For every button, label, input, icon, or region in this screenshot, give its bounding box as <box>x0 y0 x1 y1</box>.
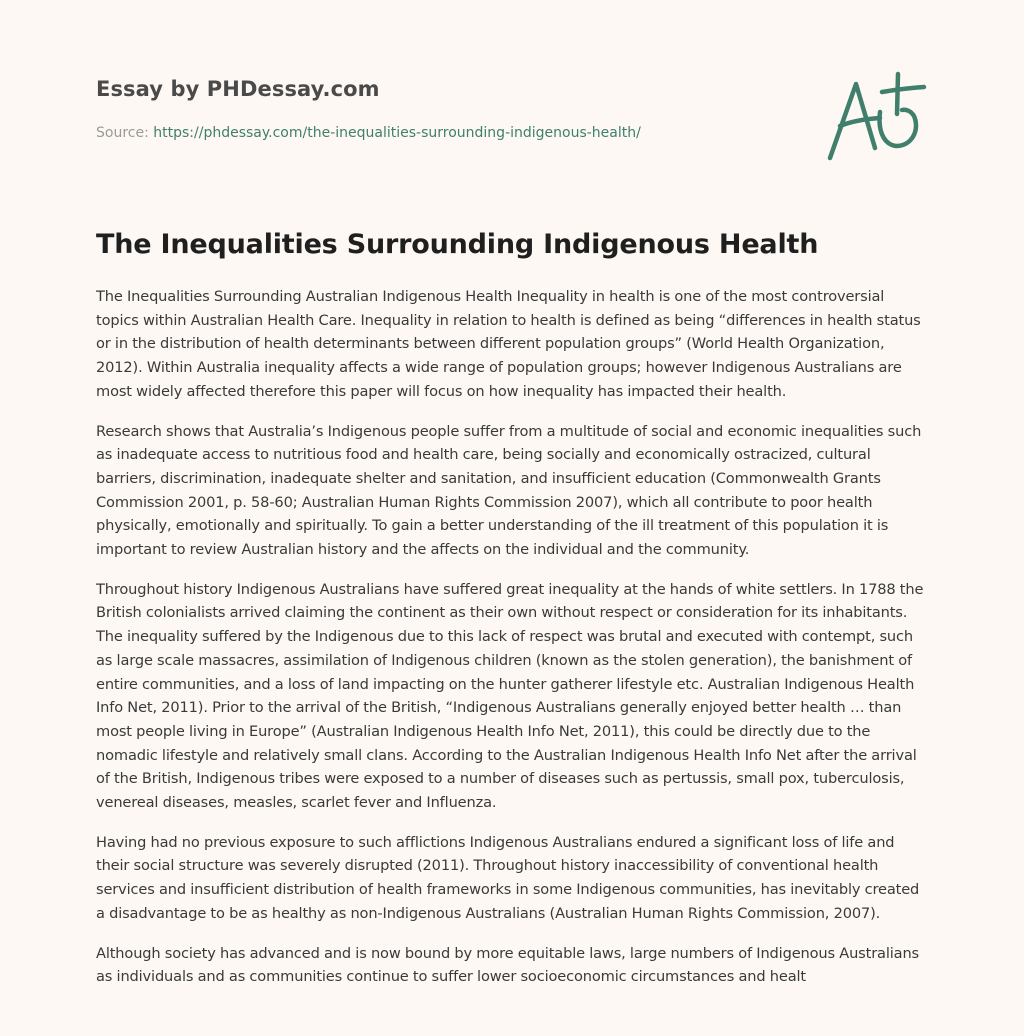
essay-paragraph: Although society has advanced and is now bound by more equitable laws, large numbers of Indigenous Australians as individuals and as communities continue to suffer lower socioeconomic circumstances and healt <box>96 944 919 986</box>
site-brand: Essay by PHDessay.com <box>96 77 380 101</box>
essay-title: The Inequalities Surrounding Indigenous Health <box>96 229 819 260</box>
essay-paragraph: Throughout history Indigenous Australians have suffered great inequality at the hands of white settlers. In 1788 the British colonialists arrived claiming the continent as their own without respect or consideration for its inhabitants. The inequality suffered by the Indigenous due to this lack of respect was brutal and executed with contempt, such as large scale massacres, assimilation of Indigenous children (known as the stolen generation), the banishment of entire communities, and a loss of land impacting on the hunter gatherer lifestyle etc. Australian Indigenous Health Info Net, 2011). Prior to the arrival of the British, “Indigenous Australians generally enjoyed better health … than most people living in Europe” (Australian Indigenous Health Info Net, 2011), this could be directly due to the nomadic lifestyle and relatively small clans. According to the Australian Indigenous Health Info Net after the arrival of the British, Indigenous tribes were exposed to a number of diseases such as pertussis, small pox, tuberculosis, venereal diseases, measles, scarlet fever and Influenza. <box>96 580 924 812</box>
source-link[interactable]: https://phdessay.com/the-inequalities-surrounding-indigenous-health/ <box>153 125 641 141</box>
source-line <box>96 123 776 143</box>
essay-paragraph: The Inequalities Surrounding Australian Indigenous Health Inequality in health is one of the most controversial topics within Australian Health Care. Inequality in relation to health is defined as being “differences in health status or in the distribution of health determinants between different population groups” (World Health Organization, 2012). Within Australia inequality affects a wide range of population groups; however Indigenous Australians are most widely affected therefore this paper will focus on how inequality has impacted their health. <box>96 288 921 400</box>
essay-paragraph: Having had no previous exposure to such afflictions Indigenous Australians endured a significant loss of life and their social structure was severely disrupted (2011). Throughout history inaccessibility of conventional health services and insufficient distribution of health frameworks in some Indigenous communities, has inevitably created a disadvantage to be as healthy as non-Indigenous Australians (Australian Human Rights Commission, 2007). <box>96 833 920 922</box>
essay-body <box>96 285 930 1005</box>
essay-paragraph: Research shows that Australia’s Indigenous people suffer from a multitude of social and economic inequalities such as inadequate access to nutritious food and health care, being socially and economically ostracized, cultural barriers, discrimination, inadequate shelter and sanitation, and insufficient education (Commonwealth Grants Commission 2001, p. 58-60; Australian Human Rights Commission 2007), which all contribute to poor health physically, emotionally and spiritually. To gain a better understanding of the ill treatment of this population it is important to review Australian history and the affects on the individual and the community. <box>96 422 922 559</box>
site-header <box>96 74 776 143</box>
source-label: Source: <box>96 125 154 141</box>
a-plus-logo-icon <box>818 66 930 166</box>
